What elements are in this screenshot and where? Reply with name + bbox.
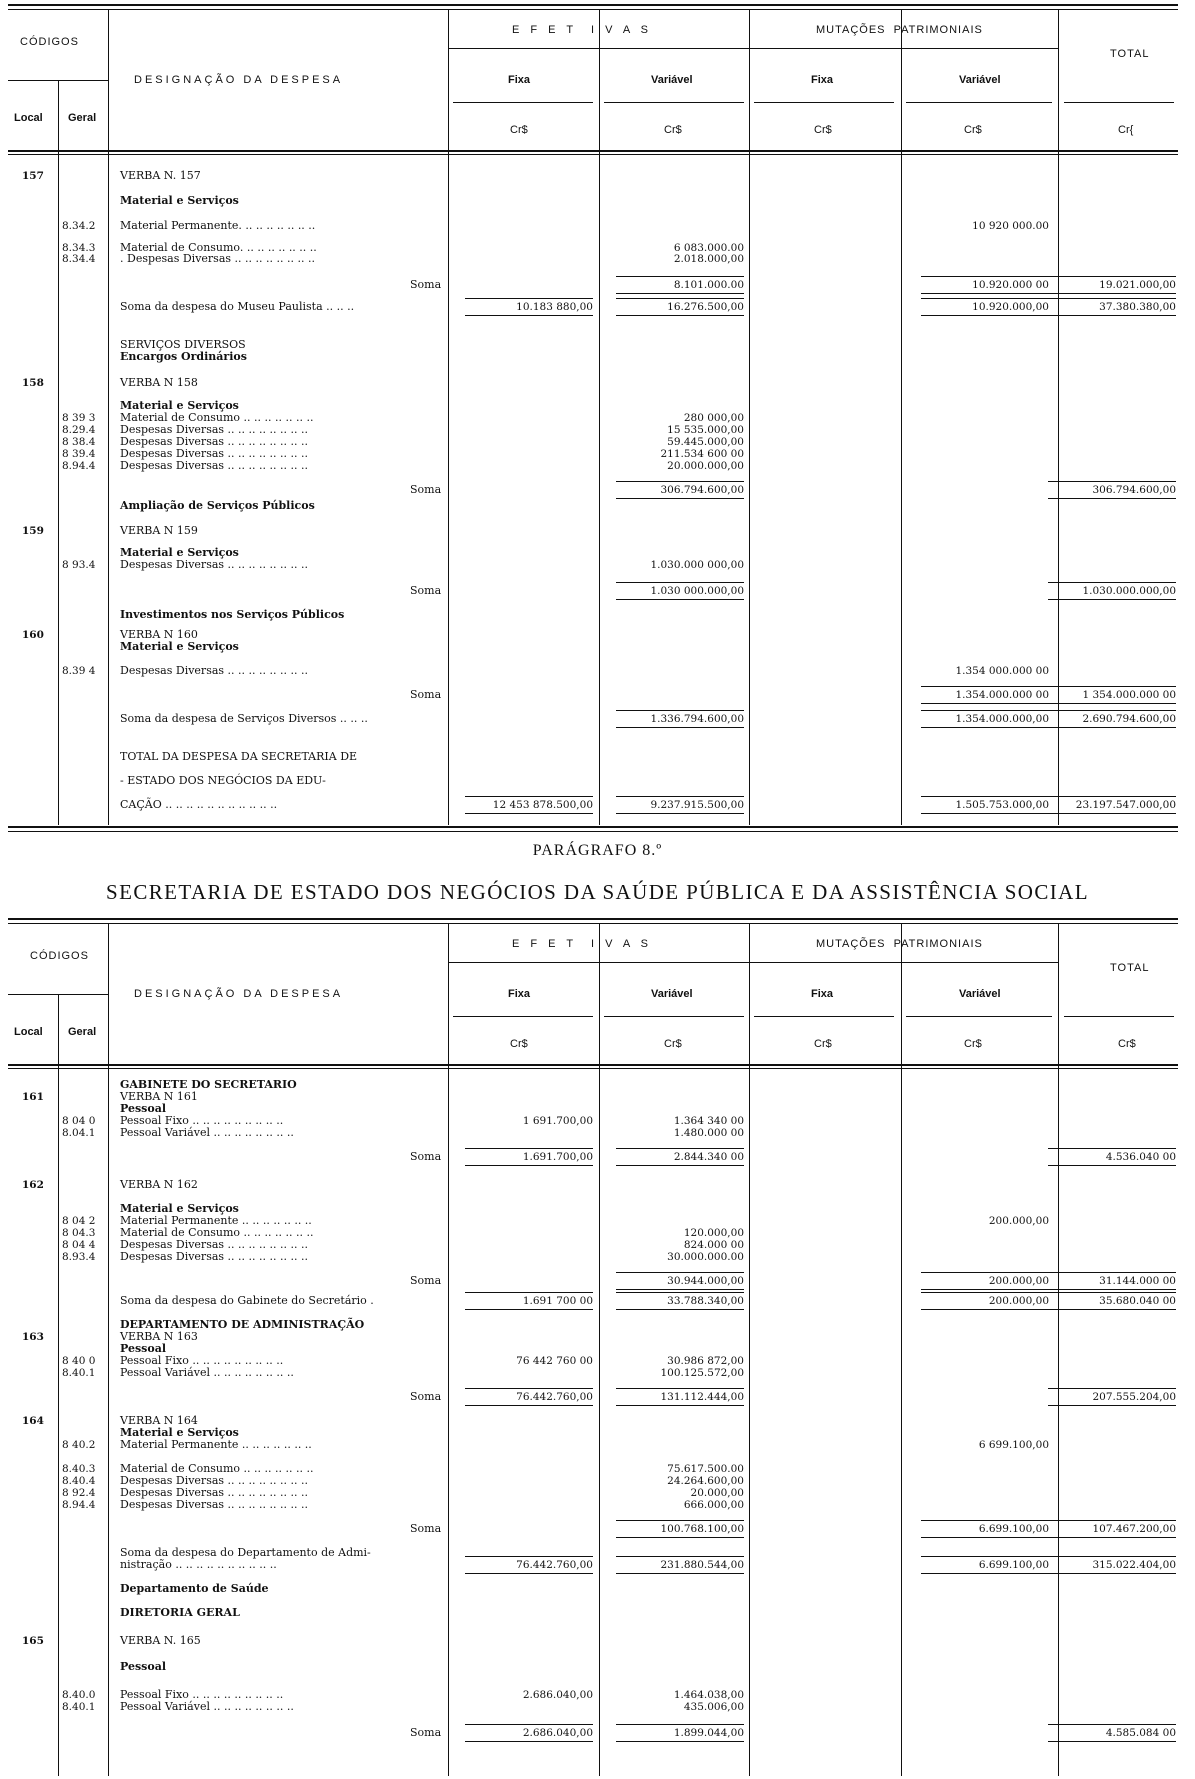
code-geral: 8.40.1: [62, 1701, 96, 1713]
row-description: Soma da despesa do Departamento de Admi-: [120, 1546, 371, 1559]
amount-ef-var: 15 535.000,00: [667, 424, 744, 436]
sum-underline: [921, 703, 1049, 704]
header-efetivas: E F E T I V A S: [512, 938, 653, 950]
sum-underline: [465, 1405, 593, 1406]
header-geral: Geral: [68, 1026, 97, 1038]
row-description: Despesas Diversas .. .. .. .. .. .. .. ..: [120, 1474, 308, 1487]
row-description: VERBA N 164: [120, 1414, 198, 1427]
sum-underline: [921, 1573, 1049, 1574]
header-currency: Cr$: [814, 124, 832, 136]
sum-underline: [465, 1309, 593, 1310]
amount-ef-var: 1.364 340 00: [673, 1115, 744, 1127]
row-description: Despesas Diversas .. .. .. .. .. .. .. ..: [120, 447, 308, 460]
amount-mu-var: 1.505.753.000,00: [955, 799, 1049, 811]
row-soma-label: Soma: [410, 584, 442, 597]
row-description: Despesas Diversas .. .. .. .. .. .. .. ..: [120, 1498, 308, 1511]
top-budget-table: [8, 0, 1178, 840]
row-description: Material de Consumo .. .. .. .. .. .. ..: [120, 1226, 314, 1239]
amount-ef-var: 33.788.340,00: [667, 1295, 744, 1307]
header-currency-total: Cr{: [1118, 124, 1134, 136]
row-description: Despesas Diversas .. .. .. .. .. .. .. ..: [120, 558, 308, 571]
row-description: Pessoal Fixo .. .. .. .. .. .. .. .. ..: [120, 1354, 284, 1367]
sum-overline: [1048, 582, 1176, 583]
header-currency: Cr$: [664, 124, 682, 136]
amount-ef-fixa: 2.686.040,00: [522, 1727, 593, 1739]
amount-ef-var: 2.844.340 00: [673, 1151, 744, 1163]
code-local: 159: [22, 525, 44, 537]
code-geral: 8.94.4: [62, 1499, 96, 1511]
sum-underline: [1048, 1309, 1176, 1310]
amount-ef-var: 2.018.000,00: [673, 253, 744, 265]
header-currency: Cr$: [510, 124, 528, 136]
sum-overline: [1048, 1556, 1176, 1557]
sum-underline: [1048, 727, 1176, 728]
sum-underline: [921, 727, 1049, 728]
code-geral: 8.34.2: [62, 220, 96, 232]
code-local: 158: [22, 377, 44, 389]
sum-underline: [921, 813, 1049, 814]
row-description: . Despesas Diversas .. .. .. .. .. .. .. ..: [120, 252, 315, 265]
sum-overline: [1048, 686, 1176, 687]
amount-mu-var: 1.354.000.000 00: [955, 689, 1049, 701]
header-efetivas: E F E T I V A S: [512, 24, 653, 36]
sum-overline: [1048, 1292, 1176, 1293]
amount-ef-var: 231.880.544,00: [660, 1559, 744, 1571]
row-description: Material e Serviços: [120, 640, 239, 653]
amount-ef-var: 824.000 00: [683, 1239, 744, 1251]
amount-ef-var: 20.000.000,00: [667, 460, 744, 472]
header-total: TOTAL: [1110, 48, 1150, 60]
row-description: Soma da despesa do Museu Paulista .. .. ..: [120, 300, 355, 313]
code-geral: 8 39 3: [62, 412, 96, 424]
header-codigos: CÓDIGOS: [30, 950, 89, 962]
amount-mu-var: 10 920 000.00: [972, 220, 1049, 232]
code-geral: 8.94.4: [62, 460, 96, 472]
code-local: 161: [22, 1091, 44, 1103]
row-description: DEPARTAMENTO DE ADMINISTRAÇÃO: [120, 1318, 365, 1331]
row-description: Soma da despesa do Gabinete do Secretário .: [120, 1294, 374, 1307]
amount-ef-var: 1.030 000.000,00: [650, 585, 744, 597]
amount-total: 1.030.000.000,00: [1082, 585, 1176, 597]
code-local: 163: [22, 1331, 44, 1343]
row-description: Material de Consumo .. .. .. .. .. .. ..: [120, 1462, 314, 1475]
sum-overline: [921, 1556, 1049, 1557]
amount-ef-var: 280 000,00: [683, 412, 744, 424]
sum-overline: [616, 1292, 744, 1293]
row-description: VERBA N 163: [120, 1330, 198, 1343]
code-geral: 8 04 0: [62, 1115, 96, 1127]
amount-mu-var: 1.354 000.000 00: [955, 665, 1049, 677]
row-description: Pessoal Variável .. .. .. .. .. .. .. ..: [120, 1700, 294, 1713]
code-geral: 8 39.4: [62, 448, 96, 460]
row-description: Pessoal Variável .. .. .. .. .. .. .. ..: [120, 1126, 294, 1139]
row-soma-label: Soma: [410, 1390, 442, 1403]
code-geral: 8.93.4: [62, 1251, 96, 1263]
sum-overline: [921, 298, 1049, 299]
sum-overline: [1048, 1724, 1176, 1725]
code-geral: 8 40.2: [62, 1439, 96, 1451]
sum-overline: [616, 582, 744, 583]
code-local: 157: [22, 170, 44, 182]
amount-total: 4.585.084 00: [1105, 1727, 1176, 1739]
sum-underline: [616, 1165, 744, 1166]
sum-underline: [616, 1309, 744, 1310]
row-description: Despesas Diversas .. .. .. .. .. .. .. ..: [120, 1250, 308, 1263]
header-codigos: CÓDIGOS: [20, 36, 79, 48]
row-description: DIRETORIA GERAL: [120, 1606, 240, 1619]
header-efetivas-fixa: Fixa: [508, 988, 531, 1000]
code-geral: 8.39 4: [62, 665, 96, 677]
row-description: Pessoal Fixo .. .. .. .. .. .. .. .. ..: [120, 1688, 284, 1701]
amount-ef-var: 8.101.000.00: [673, 279, 744, 291]
code-geral: 8 38.4: [62, 436, 96, 448]
code-geral: 8 93.4: [62, 559, 96, 571]
sum-overline: [1048, 276, 1176, 277]
code-geral: 8.29.4: [62, 424, 96, 436]
amount-ef-var: 9.237.915.500,00: [650, 799, 744, 811]
sum-underline: [1048, 1165, 1176, 1166]
header-mutacoes-fixa: Fixa: [811, 988, 834, 1000]
row-soma-label: Soma: [410, 1274, 442, 1287]
amount-ef-var: 120.000,00: [683, 1227, 744, 1239]
sum-overline: [465, 1556, 593, 1557]
sum-overline: [616, 298, 744, 299]
amount-ef-fixa: 12 453 878.500,00: [492, 799, 593, 811]
sum-underline: [465, 813, 593, 814]
row-description: VERBA N 160: [120, 628, 198, 641]
bottom-budget-table: [8, 912, 1178, 1777]
sum-overline: [1048, 481, 1176, 482]
amount-total: 306.794.600,00: [1092, 484, 1176, 496]
amount-ef-var: 666.000,00: [683, 1499, 744, 1511]
amount-ef-var: 306.794.600,00: [660, 484, 744, 496]
row-soma-label: Soma: [410, 1522, 442, 1535]
amount-ef-fixa: 2.686.040,00: [522, 1689, 593, 1701]
amount-ef-var: 1.480.000 00: [673, 1127, 744, 1139]
amount-ef-var: 59.445.000,00: [667, 436, 744, 448]
code-geral: 8.40.0: [62, 1689, 96, 1701]
amount-ef-var: 1.899.044,00: [673, 1727, 744, 1739]
header-efetivas-variavel: Variável: [651, 74, 693, 86]
sum-underline: [616, 1573, 744, 1574]
row-description: Despesas Diversas .. .. .. .. .. .. .. ..: [120, 1238, 308, 1251]
amount-ef-var: 435.006,00: [683, 1701, 744, 1713]
sum-overline: [1048, 298, 1176, 299]
code-geral: 8.40.3: [62, 1463, 96, 1475]
amount-total: 19.021.000,00: [1099, 279, 1176, 291]
amount-mu-var: 10.920.000 00: [972, 279, 1049, 291]
row-description: Material e Serviços: [120, 194, 239, 207]
row-description: Material de Consumo .. .. .. .. .. .. ..: [120, 411, 314, 424]
sum-overline: [616, 1148, 744, 1149]
code-local: 164: [22, 1415, 44, 1427]
amount-mu-var: 1.354.000.000,00: [955, 713, 1049, 725]
row-description: Material Permanente .. .. .. .. .. .. ..: [120, 1214, 312, 1227]
sum-overline: [1048, 1148, 1176, 1149]
code-geral: 8.34.4: [62, 253, 96, 265]
row-description: Material Permanente .. .. .. .. .. .. ..: [120, 1438, 312, 1451]
row-description: VERBA N 161: [120, 1090, 198, 1103]
header-mutacoes: MUTAÇÕES PATRIMONIAIS: [816, 24, 983, 36]
code-geral: 8.04.1: [62, 1127, 96, 1139]
code-geral: 8 04.3: [62, 1227, 96, 1239]
header-local: Local: [14, 1026, 43, 1038]
amount-ef-var: 211.534 600 00: [660, 448, 744, 460]
amount-mu-var: 6.699.100,00: [978, 1523, 1049, 1535]
header-efetivas-fixa: Fixa: [508, 74, 531, 86]
sum-overline: [616, 1388, 744, 1389]
sum-overline: [1048, 796, 1176, 797]
sum-underline: [1048, 1741, 1176, 1742]
sum-overline: [921, 710, 1049, 711]
row-description: Despesas Diversas .. .. .. .. .. .. .. ..: [120, 1486, 308, 1499]
sum-underline: [616, 1405, 744, 1406]
amount-ef-fixa: 76 442 760 00: [516, 1355, 593, 1367]
code-geral: 8 04 2: [62, 1215, 96, 1227]
sum-overline: [465, 298, 593, 299]
sum-underline: [616, 315, 744, 316]
sum-overline: [616, 796, 744, 797]
row-description: Pessoal Variável .. .. .. .. .. .. .. ..: [120, 1366, 294, 1379]
sum-overline: [921, 1272, 1049, 1273]
paragrafo-heading: PARÁGRAFO 8.º: [532, 842, 663, 859]
row-description: Material e Serviços: [120, 1426, 239, 1439]
row-description: Ampliação de Serviços Públicos: [120, 499, 315, 512]
section-title: SECRETARIA DE ESTADO DOS NEGÓCIOS DA SAÚDE PÚBLICA E DA ASSISTÊNCIA SOCIAL: [106, 880, 1089, 904]
row-description: Despesas Diversas .. .. .. .. .. .. .. ..: [120, 435, 308, 448]
row-description: VERBA N. 157: [120, 169, 201, 182]
row-description: Pessoal Fixo .. .. .. .. .. .. .. .. ..: [120, 1114, 284, 1127]
row-description: GABINETE DO SECRETARIO: [120, 1078, 297, 1091]
header-mutacoes-variavel: Variável: [959, 988, 1001, 1000]
sum-overline: [465, 1148, 593, 1149]
row-description: Material e Serviços: [120, 399, 239, 412]
sum-underline: [1048, 498, 1176, 499]
sum-underline: [465, 1741, 593, 1742]
sum-underline: [616, 1537, 744, 1538]
header-designacao: DESIGNAÇÃO DA DESPESA: [134, 74, 344, 86]
row-soma-label: Soma: [410, 688, 442, 701]
row-soma-label: Soma: [410, 483, 442, 496]
amount-total: 315.022.404,00: [1092, 1559, 1176, 1571]
sum-underline: [921, 1309, 1049, 1310]
sum-underline: [616, 727, 744, 728]
header-designacao: DESIGNAÇÃO DA DESPESA: [134, 988, 344, 1000]
row-description: Encargos Ordinários: [120, 350, 247, 363]
sum-overline: [616, 1272, 744, 1273]
row-description: Material e Serviços: [120, 1202, 239, 1215]
row-description: Material Permanente. .. .. .. .. .. .. ..: [120, 219, 316, 232]
amount-ef-fixa: 10.183 880,00: [516, 301, 593, 313]
row-description: VERBA N 159: [120, 524, 198, 537]
row-description: VERBA N 162: [120, 1178, 198, 1191]
sum-overline: [616, 276, 744, 277]
amount-ef-var: 6 083.000.00: [673, 242, 744, 254]
amount-ef-var: 131.112.444,00: [660, 1391, 744, 1403]
code-geral: 8 40 0: [62, 1355, 96, 1367]
header-local: Local: [14, 112, 43, 124]
row-description: Despesas Diversas .. .. .. .. .. .. .. ..: [120, 459, 308, 472]
sum-underline: [1048, 1405, 1176, 1406]
row-description: Pessoal: [120, 1660, 167, 1673]
sum-overline: [1048, 1520, 1176, 1521]
amount-total: 2.690.794.600,00: [1082, 713, 1176, 725]
row-description: CAÇÃO .. .. .. .. .. .. .. .. .. .. ..: [120, 798, 278, 811]
amount-total: 207.555.204,00: [1092, 1391, 1176, 1403]
row-description: nistração .. .. .. .. .. .. .. .. .. ..: [120, 1558, 277, 1571]
header-efetivas-variavel: Variável: [651, 988, 693, 1000]
sum-overline: [465, 1292, 593, 1293]
sum-underline: [1048, 315, 1176, 316]
sum-underline: [1048, 599, 1176, 600]
row-description: SERVIÇOS DIVERSOS: [120, 338, 246, 351]
row-description: Material e Serviços: [120, 546, 239, 559]
code-local: 162: [22, 1179, 44, 1191]
header-currency: Cr$: [664, 1038, 682, 1050]
sum-underline: [1048, 1573, 1176, 1574]
amount-ef-var: 1.336.794.600,00: [650, 713, 744, 725]
code-local: 160: [22, 629, 44, 641]
amount-ef-var: 100.768.100,00: [660, 1523, 744, 1535]
amount-total: 23.197.547.000,00: [1075, 799, 1176, 811]
sum-underline: [616, 813, 744, 814]
row-description: Pessoal: [120, 1342, 167, 1355]
amount-ef-var: 1.030.000 000,00: [650, 559, 744, 571]
row-description: VERBA N 158: [120, 376, 198, 389]
sum-overline: [921, 276, 1049, 277]
sum-underline: [921, 315, 1049, 316]
amount-ef-fixa: 76.442.760,00: [516, 1559, 593, 1571]
amount-ef-var: 24.264.600,00: [667, 1475, 744, 1487]
sum-overline: [921, 1292, 1049, 1293]
sum-underline: [465, 1165, 593, 1166]
sum-underline: [616, 1741, 744, 1742]
amount-total: 31.144.000 00: [1099, 1275, 1176, 1287]
row-description: Pessoal: [120, 1102, 167, 1115]
row-soma-label: Soma: [410, 1150, 442, 1163]
amount-ef-var: 30.944.000,00: [667, 1275, 744, 1287]
amount-ef-var: 16.276.500,00: [667, 301, 744, 313]
row-description: - ESTADO DOS NEGÓCIOS DA EDU-: [120, 774, 326, 787]
sum-underline: [921, 1289, 1049, 1290]
sum-underline: [1048, 293, 1176, 294]
sum-overline: [1048, 1388, 1176, 1389]
header-currency: Cr$: [964, 124, 982, 136]
amount-ef-fixa: 1.691 700 00: [522, 1295, 593, 1307]
sum-overline: [465, 1388, 593, 1389]
amount-total: 4.536.040 00: [1105, 1151, 1176, 1163]
header-currency: Cr$: [964, 1038, 982, 1050]
row-description: TOTAL DA DESPESA DA SECRETARIA DE: [120, 750, 358, 763]
sum-overline: [616, 710, 744, 711]
row-soma-label: Soma: [410, 1726, 442, 1739]
header-currency: Cr$: [510, 1038, 528, 1050]
amount-ef-var: 30.986 872,00: [667, 1355, 744, 1367]
header-total: TOTAL: [1110, 962, 1150, 974]
sum-overline: [616, 1556, 744, 1557]
row-description: Soma da despesa de Serviços Diversos .. .. ..: [120, 712, 368, 725]
amount-ef-var: 1.464.038,00: [673, 1689, 744, 1701]
row-description: Despesas Diversas .. .. .. .. .. .. .. ..: [120, 664, 308, 677]
sum-underline: [616, 1289, 744, 1290]
code-local: 165: [22, 1635, 44, 1647]
amount-ef-fixa: 1.691.700,00: [522, 1151, 593, 1163]
header-mutacoes: MUTAÇÕES PATRIMONIAIS: [816, 938, 983, 950]
amount-total: 107.467.200,00: [1092, 1523, 1176, 1535]
sum-overline: [1048, 710, 1176, 711]
sum-underline: [616, 293, 744, 294]
sum-overline: [616, 1724, 744, 1725]
sum-overline: [465, 796, 593, 797]
sum-underline: [616, 498, 744, 499]
sum-underline: [465, 315, 593, 316]
sum-overline: [616, 1520, 744, 1521]
amount-total: 35.680.040 00: [1099, 1295, 1176, 1307]
row-soma-label: Soma: [410, 278, 442, 291]
row-description: Material de Consumo. .. .. .. .. .. .. ..: [120, 241, 317, 254]
sum-underline: [465, 1573, 593, 1574]
amount-mu-var: 6 699.100,00: [978, 1439, 1049, 1451]
code-geral: 8.40.1: [62, 1367, 96, 1379]
sum-overline: [921, 1520, 1049, 1521]
sum-underline: [1048, 703, 1176, 704]
header-geral: Geral: [68, 112, 97, 124]
sum-underline: [921, 293, 1049, 294]
amount-mu-var: 200.000,00: [988, 1215, 1049, 1227]
code-geral: 8 04 4: [62, 1239, 96, 1251]
sum-overline: [1048, 1272, 1176, 1273]
sum-underline: [1048, 813, 1176, 814]
sum-underline: [616, 599, 744, 600]
header-mutacoes-fixa: Fixa: [811, 74, 834, 86]
amount-mu-var: 200.000,00: [988, 1275, 1049, 1287]
sum-overline: [921, 686, 1049, 687]
amount-ef-var: 100.125.572,00: [660, 1367, 744, 1379]
sum-overline: [921, 796, 1049, 797]
row-description: VERBA N. 165: [120, 1634, 201, 1647]
sum-underline: [921, 1537, 1049, 1538]
sum-overline: [616, 481, 744, 482]
code-geral: 8.34.3: [62, 242, 96, 254]
amount-ef-var: 75.617.500.00: [667, 1463, 744, 1475]
code-geral: 8 92.4: [62, 1487, 96, 1499]
amount-ef-fixa: 76.442.760,00: [516, 1391, 593, 1403]
amount-total: 1 354.000.000 00: [1082, 689, 1176, 701]
amount-mu-var: 10.920.000,00: [972, 301, 1049, 313]
amount-total: 37.380.380,00: [1099, 301, 1176, 313]
amount-ef-fixa: 1 691.700,00: [522, 1115, 593, 1127]
amount-mu-var: 6.699.100,00: [978, 1559, 1049, 1571]
header-currency-total: Cr$: [1118, 1038, 1136, 1050]
amount-mu-var: 200.000,00: [988, 1295, 1049, 1307]
row-description: Departamento de Saúde: [120, 1582, 269, 1595]
sum-underline: [1048, 1289, 1176, 1290]
header-currency: Cr$: [814, 1038, 832, 1050]
code-geral: 8.40.4: [62, 1475, 96, 1487]
amount-ef-var: 20.000,00: [690, 1487, 744, 1499]
row-description: Despesas Diversas .. .. .. .. .. .. .. ..: [120, 423, 308, 436]
sum-overline: [465, 1724, 593, 1725]
row-description: Investimentos nos Serviços Públicos: [120, 608, 345, 621]
sum-underline: [1048, 1537, 1176, 1538]
amount-ef-var: 30.000.000.00: [667, 1251, 744, 1263]
header-mutacoes-variavel: Variável: [959, 74, 1001, 86]
